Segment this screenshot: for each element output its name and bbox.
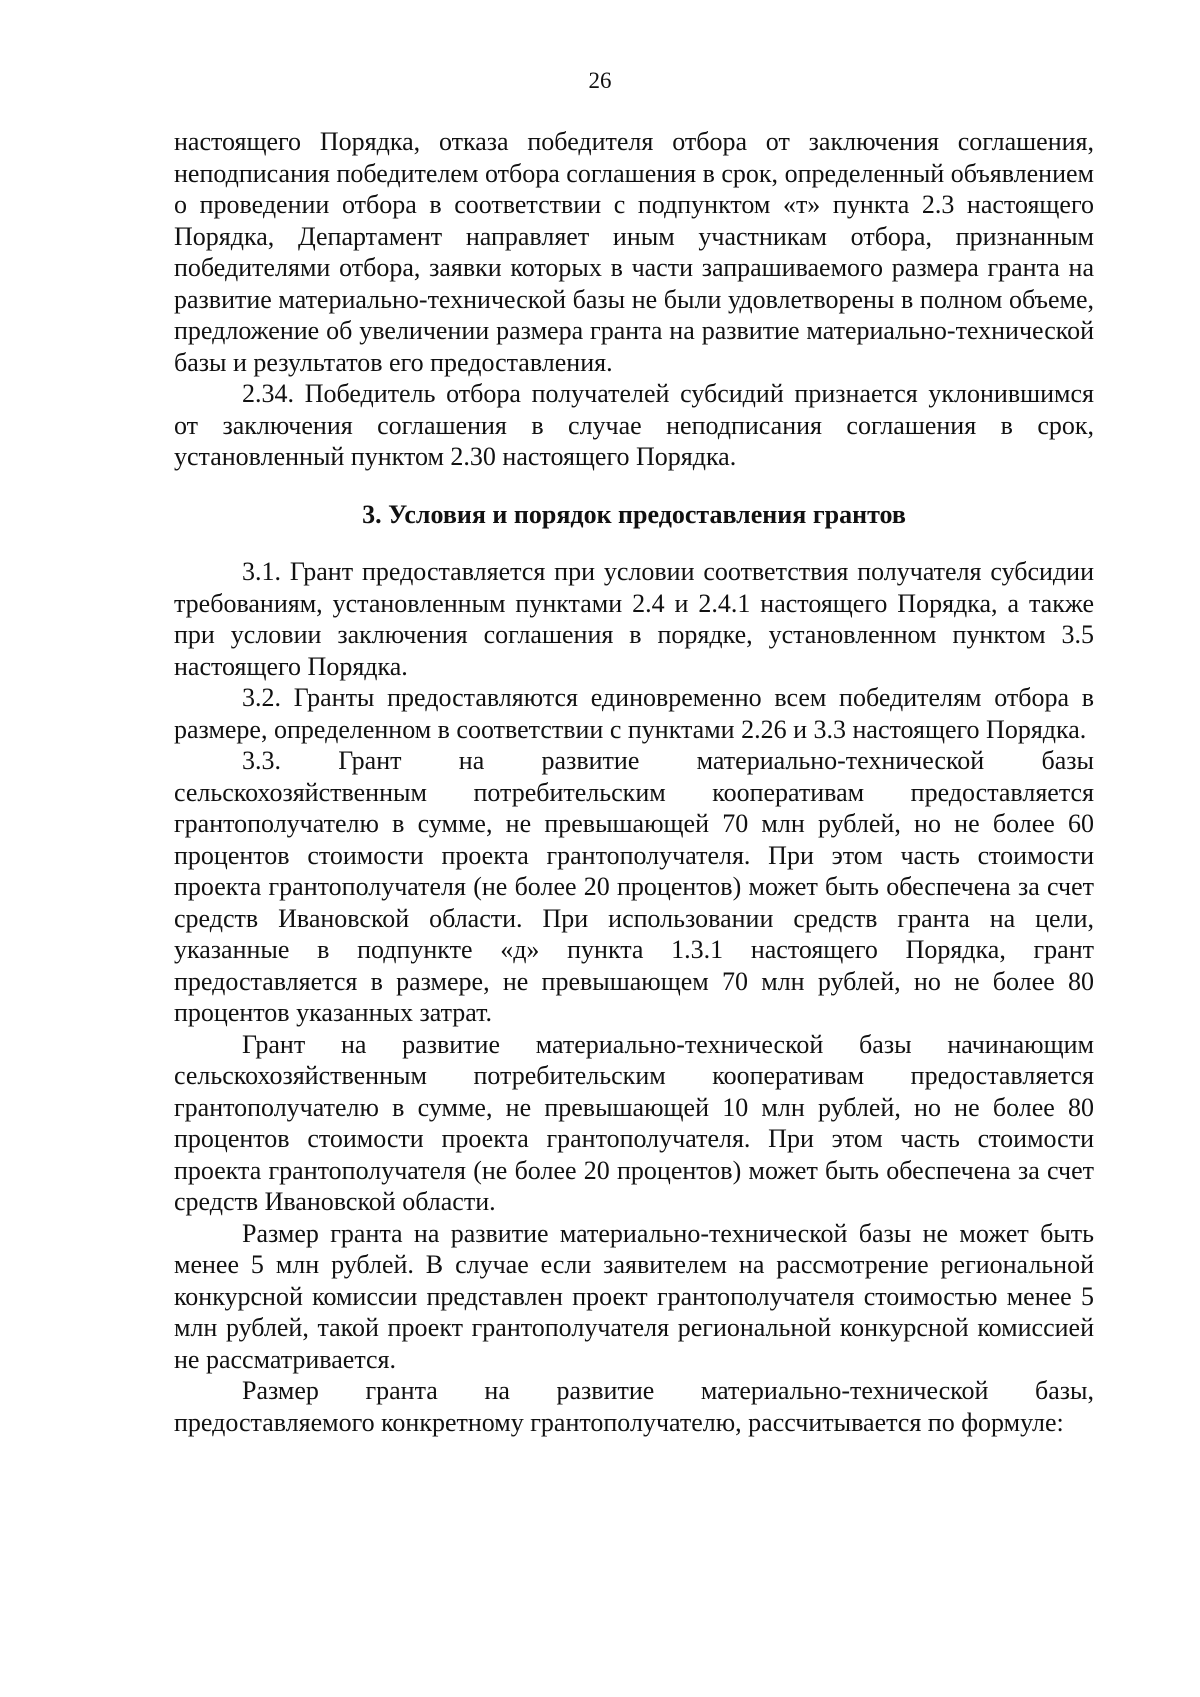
- document-body: [174, 126, 1094, 1438]
- paragraph-grant-formula: Размер гранта на развитие материально-технической базы, предоставляемого конкретному грантополучателю, рассчитывается по формуле:: [174, 1376, 1094, 1437]
- paragraph-grant-minimum: Размер гранта на развитие материально-технической базы не может быть менее 5 млн рублей. В случае если заявителем на рассмотрение региональной конкурсной комиссии представлен проект грантополучателя стоимостью менее 5 млн рублей, такой проект грантополучателя региональной конкурсной комиссией не рассматривается.: [174, 1218, 1094, 1374]
- paragraph-2-34: 2.34. Победитель отбора получателей субсидий признается уклонившимся от заключения соглашения в случае неподписания соглашения в срок, установленный пунктом 2.30 настоящего Порядка.: [174, 379, 1094, 471]
- paragraph-3-2: 3.2. Гранты предоставляются единовременно всем победителям отбора в размере, определенном в соответствии с пунктами 2.26 и 3.3 настоящего Порядка.: [174, 683, 1094, 744]
- paragraph-continuation: настоящего Порядка, отказа победителя отбора от заключения соглашения, неподписания победителем отбора соглашения в срок, определенный объявлением о проведении отбора в соответствии с подпунктом «т» пункта 2.3 настоящего Порядка, Департамент направляет иным участникам отбора, признанным победителями отбора, заявки которых в части запрашиваемого размера гранта на развитие материально-технической базы не были удовлетворены в полном объеме, предложение об увеличении размера гранта на развитие материально-технической базы и результатов его предоставления.: [174, 127, 1094, 377]
- paragraph-grant-beginners: Грант на развитие материально-технической базы начинающим сельскохозяйственным потребительским кооперативам предоставляется грантополучателю в сумме, не превышающей 10 млн рублей, но не более 80 процентов стоимости проекта грантополучателя. При этом часть стоимости проекта грантополучателя (не более 20 процентов) может быть обеспечена за счет средств Ивановской области.: [174, 1029, 1094, 1216]
- section-heading: 3. Условия и порядок предоставления грантов: [362, 499, 906, 529]
- page-number: 26: [588, 68, 612, 93]
- paragraph-3-1: 3.1. Грант предоставляется при условии соответствия получателя субсидии требованиям, установленным пунктами 2.4 и 2.4.1 настоящего Порядка, а также при условии заключения соглашения в порядке, установленном пунктом 3.5 настоящего Порядка.: [174, 557, 1094, 681]
- paragraph-3-3: 3.3. Грант на развитие материально-технической базы сельскохозяйственным потребительским кооперативам предоставляется грантополучателю в сумме, не превышающей 70 млн рублей, но не более 60 процентов стоимости проекта грантополучателя. При этом часть стоимости проекта грантополучателя (не более 20 процентов) может быть обеспечена за счет средств Ивановской области. При использовании средств гранта на цели, указанные в подпункте «д» пункта 1.3.1 настоящего Порядка, грант предоставляется в размере, не превышающем 70 млн рублей, но не более 80 процентов указанных затрат.: [174, 746, 1094, 1027]
